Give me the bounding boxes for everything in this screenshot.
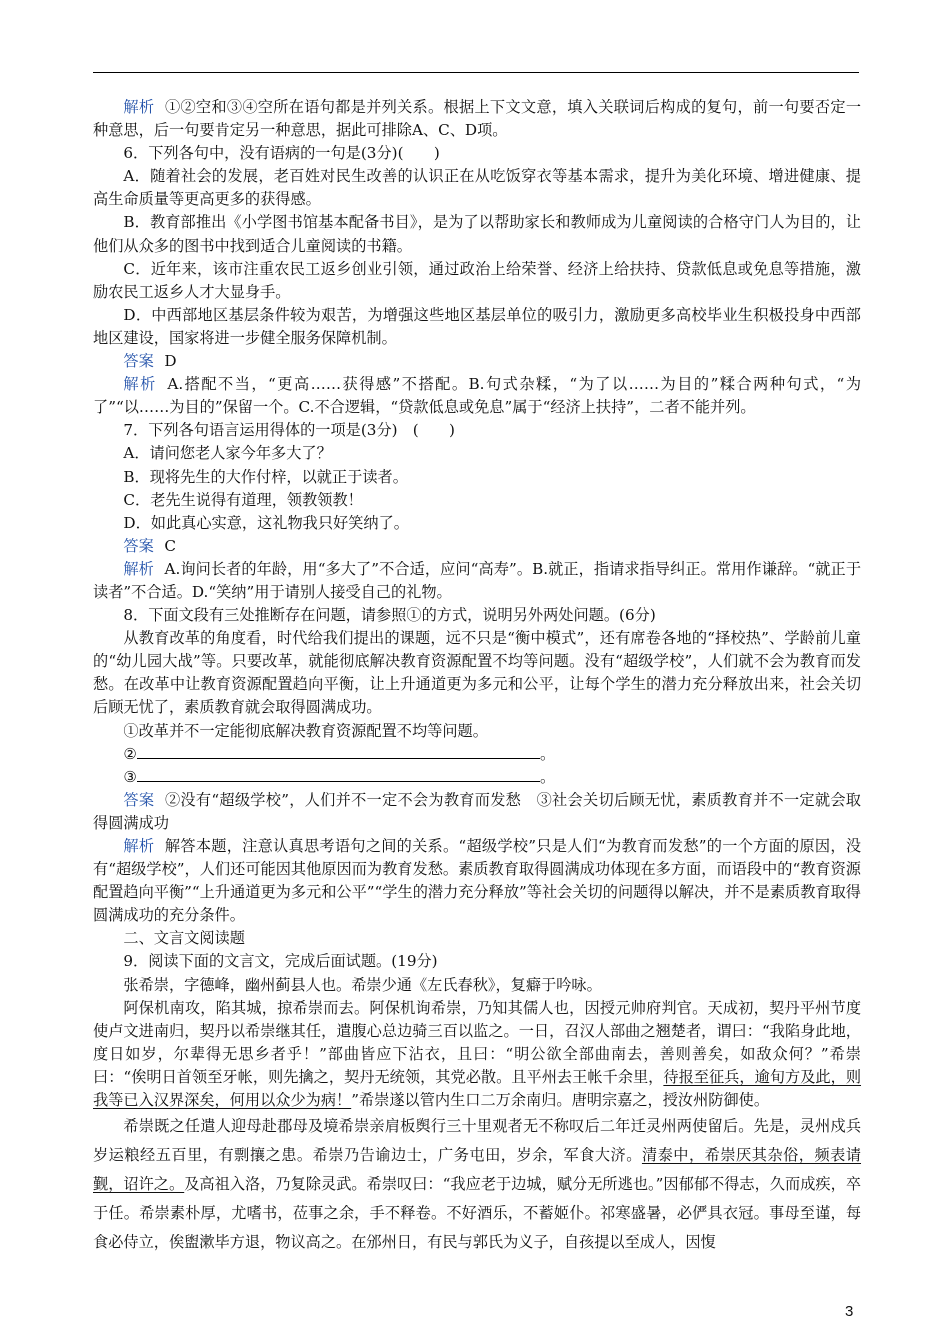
- q5-analysis: 解析 ①②空和③④空所在语句都是并列关系。根据上下文文意，填入关联词后构成的复句，前一句要否定一种意思，后一句要肯定另一种意思，据此可排除A、C、D项。: [93, 98, 862, 140]
- analysis-label: 解析: [123, 375, 157, 394]
- q9-para-2: 阿保机南攻，陷其城，掠希崇而去。阿保机询希崇，乃知其儒人也，因授元帅府判官。天成初，契丹平州节度使卢文进南归，契丹以希崇继其任，遣腹心总边骑三百以监之。一日，召汉人部曲之翘楚者，谓曰：“我陷身此地，度日如岁，尔辈得无思乡者乎！”部曲皆应下沾衣，且曰：“明公欲全部曲南去，善则善矣，如敌众何？”希崇曰：“俟明日首领至牙帐，则先擒之，契丹无统领，其党必散。且平州去王帐千余里，待报至征兵，逾旬方及此，则我等已入汉界深矣，何用以众少为病！”希崇遂以管内生口二万余南归。唐明宗嘉之，授汝州防御使。: [93, 998, 862, 1110]
- q7-option-b: B．现将先生的大作付梓，以就正于读者。: [123, 467, 408, 486]
- answer-label: 答案: [123, 790, 155, 809]
- answer-label: 答案: [123, 352, 154, 371]
- q8-item-3: ③ 。: [123, 767, 556, 786]
- underlined-sentence-2: 清泰中，希崇厌其杂俗，频表请觐，诏许之。: [93, 1146, 862, 1194]
- q6-answer: 答案 D: [123, 352, 177, 371]
- q7-option-c: C．老先生说得有道理，领教领教！: [123, 490, 363, 509]
- q7-answer: 答案 C: [123, 536, 177, 555]
- q9-para-1: 张希崇，字德峰，幽州蓟县人也。希崇少通《左氏春秋》，复癖于吟咏。: [123, 975, 602, 994]
- analysis-label: 解析: [123, 837, 155, 855]
- q7-analysis: 解析 A.询问长者的年龄，用“多大了”不合适，应问“高寿”。B.就正，指请求指导纠正。常用作谦辞。“就正于读者”不合适。D.“笑纳”用于请别人接受自己的礼物。: [93, 559, 862, 601]
- q6-option-c: C．近年来，该市注重农民工返乡创业引领，通过政治上给荣誉、经济上给扶持、贷款低息或免息等措施，激励农民工返乡人才大显身手。: [93, 259, 861, 301]
- answer-blank-3[interactable]: [137, 767, 540, 782]
- q8-stem: 8．下面文段有三处推断存在问题，请参照①的方式，说明另外两处问题。(6分): [123, 606, 656, 625]
- answer-blank-2[interactable]: [137, 744, 540, 759]
- q6-stem: 6．下列各句中，没有语病的一句是(3分)( ): [123, 144, 440, 163]
- q8-answer: 答案 ②没有“超级学校”，人们并不一定不会为教育而发愁 ③社会关切后顾无忧，素质教育并不一定就会取得圆满成功: [93, 790, 861, 832]
- q6-analysis: 解析 A.搭配不当，“更高……获得感”不搭配。B.句式杂糅，“为了以……为目的”糅合两种句式，“为了”“以……为目的”保留一个。C.不合逻辑，“贷款低息或免息”属于“经济上扶持”，二者不能并列。: [93, 375, 862, 417]
- q6-option-b: B．教育部推出《小学图书馆基本配备书目》，是为了以帮助家长和教师成为儿童阅读的合格守门人为目的，让他们从众多的图书中找到适合儿童阅读的书籍。: [93, 213, 861, 255]
- q9-para-3: 希崇既之任遣人迎母赴郡母及境希崇亲肩板舆行三十里观者无不称叹后二年迁灵州两使留后。先是，灵州戍兵岁运粮经五百里，有剽攘之患。希崇乃告谕边士，广务屯田，岁余，军食大济。清泰中，希崇厌其杂俗，频表请觐，诏许之。及高祖入洛，乃复除灵武。希崇叹曰：“我应老于边城，赋分无所逃也。”因郁郁不得志，久而成疾，卒于任。希崇素朴厚，尤嗜书，莅事之余，手不释卷。不好酒乐，不蓄姬仆。祁寒盛暑，必俨具衣冠。事母至谨，每食必侍立，俟盥漱毕方退，物议高之。在邠州日，有民与郭氏为义子，自孩提以至成人，因愎: [93, 1117, 862, 1252]
- q8-analysis: 解析 解答本题，注意认真思考语句之间的关系。“超级学校”只是人们“为教育而发愁”的一个方面的原因，没有“超级学校”，人们还可能因其他原因而为教育发愁。素质教育取得圆满成功体现在多方面，而语段中的“教育资源配置趋向平衡”“上升通道更为多元和公平”“学生的潜力充分释放”等社会关切的问题得以解决，并不是素质教育取得圆满成功的充分条件。: [93, 837, 862, 925]
- analysis-label: 解析: [123, 98, 155, 116]
- q9-stem: 9．阅读下面的文言文，完成后面试题。(19分): [123, 952, 438, 971]
- section-heading: 二、文言文阅读题: [123, 929, 245, 948]
- page-number: 3: [845, 1303, 854, 1320]
- header-rule: [93, 72, 859, 73]
- underlined-sentence-1: 待报至征兵，逾旬方及此，则我等已入汉界深矣，何用以众少为病！: [93, 1067, 862, 1110]
- analysis-label: 解析: [123, 559, 154, 578]
- q7-stem: 7．下列各句语言运用得体的一项是(3分) ( ): [123, 421, 455, 440]
- page-body: [93, 96, 861, 1257]
- q6-option-d: D．中西部地区基层条件较为艰苦，为增强这些地区基层单位的吸引力，激励更多高校毕业生积极投身中西部地区建设，国家将进一步健全服务保障机制。: [93, 305, 861, 347]
- q8-item-1: ①改革并不一定能彻底解决教育资源配置不均等问题。: [123, 721, 488, 740]
- q8-item-2: ② 。: [123, 744, 556, 763]
- answer-label: 答案: [123, 536, 154, 555]
- q7-option-d: D．如此真心实意，这礼物我只好笑纳了。: [123, 513, 409, 532]
- q8-passage: 从教育改革的角度看，时代给我们提出的课题，远不只是“衡中模式”，还有席卷各地的“择校热”、学龄前儿童的“幼儿园大战”等。只要改革，就能彻底解决教育资源配置不均等问题。没有“超级学校”，人们就不会为教育而发愁。在改革中让教育资源配置趋向平衡，让上升通道更为多元和公平，让每个学生的潜力充分释放出来，社会关切后顾无忧了，素质教育就会取得圆满成功。: [93, 629, 861, 717]
- q7-option-a: A．请问您老人家今年多大了？: [123, 444, 332, 463]
- q6-option-a: A．随着社会的发展，老百姓对民生改善的认识正在从吃饭穿衣等基本需求，提升为美化环境、增进健康、提高生命质量等更高更多的获得感。: [93, 167, 861, 209]
